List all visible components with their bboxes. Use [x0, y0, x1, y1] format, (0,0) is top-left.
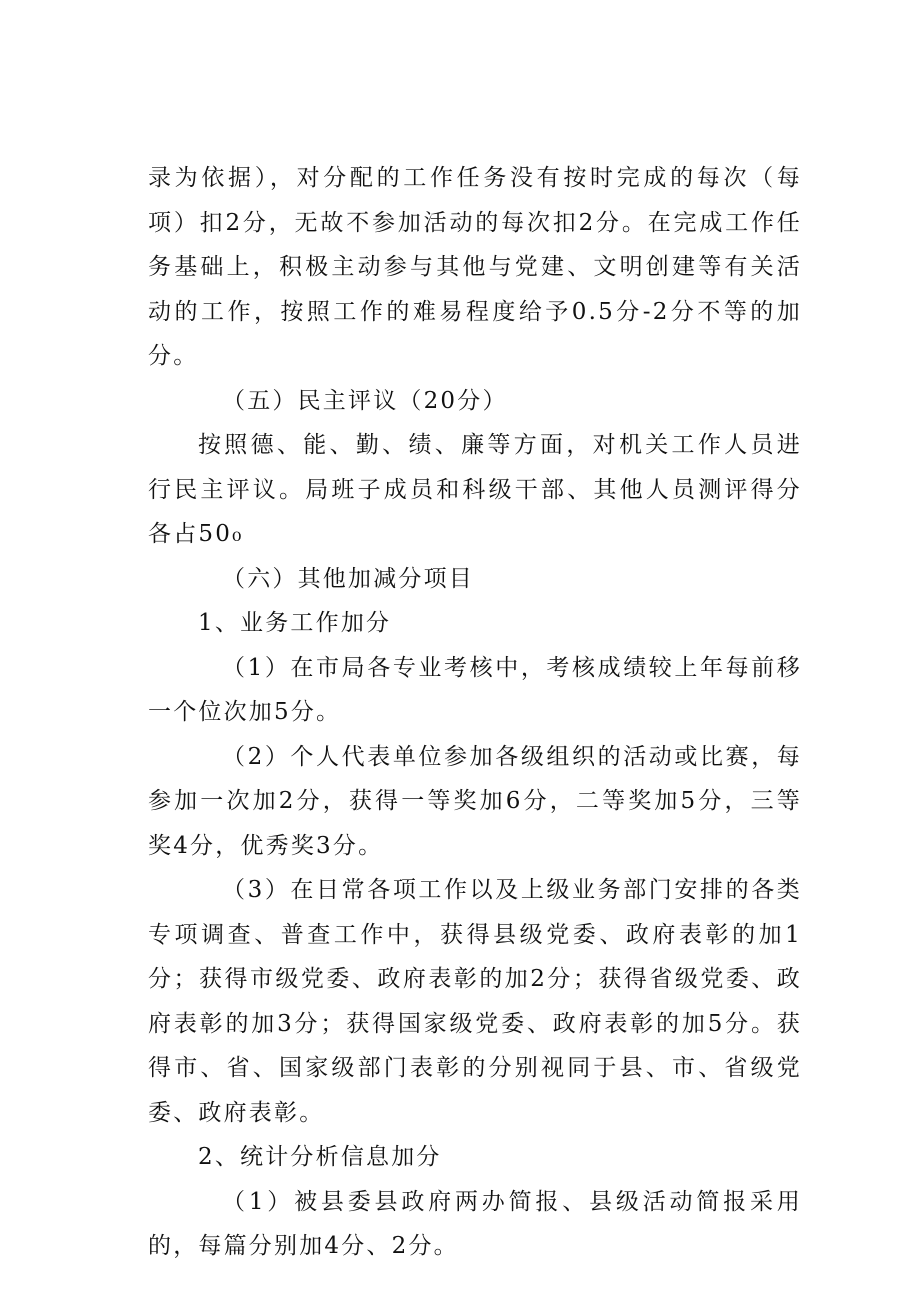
- item-briefing-bonus: （1）被县委县政府两办简报、县级活动简报采用的，每篇分别加4分、2分。: [148, 1188, 802, 1259]
- paragraph-democratic-review: 按照德、能、勤、绩、廉等方面，对机关工作人员进行民主评议。局班子成员和科级干部、其他人员测评得分各占50₀: [148, 432, 802, 547]
- paragraph-continuation: 录为依据），对分配的工作任务没有按时完成的每次（每项）扣2分，无故不参加活动的每次扣2分。在完成工作任务基础上，积极主动参与其他与党建、文明创建等有关活动的工作，按照工作的难易程度给予0.5分-2分不等的加分。: [148, 165, 802, 369]
- subheading-business-work: 1、业务工作加分: [198, 610, 392, 636]
- section-heading-democratic-review: （五）民主评议（20分）: [222, 387, 508, 414]
- item-commendation-bonus: （3）在日常各项工作以及上级业务部门安排的各类专项调查、普查工作中，获得县级党委、政府表彰的加1分；获得市级党委、政府表彰的加2分；获得省级党委、政府表彰的加3分；获得国家级党委、政府表彰的加5分。获得市、省、国家级部门表彰的分别视同于县、市、省级党委、政府表彰。: [148, 877, 802, 1126]
- subheading-statistics-analysis: 2、统计分析信息加分: [198, 1144, 442, 1170]
- item-ranking-bonus: （1）在市局各专业考核中，考核成绩较上年每前移一个位次加5分。: [148, 654, 802, 725]
- section-heading-other-items: （六）其他加减分项目: [222, 565, 474, 592]
- item-competition-bonus: （2）个人代表单位参加各级组织的活动或比赛，每参加一次加2分，获得一等奖加6分，二等奖加5分，三等奖4分，优秀奖3分。: [148, 743, 802, 859]
